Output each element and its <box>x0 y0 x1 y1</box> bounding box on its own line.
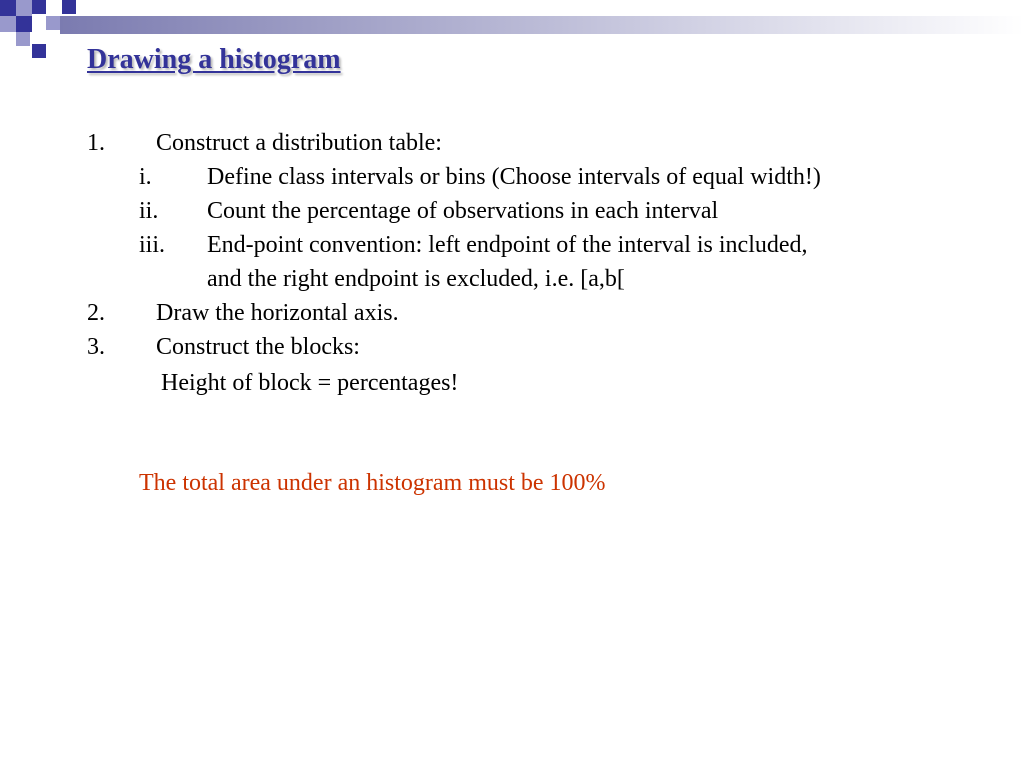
substep-iii-text: End-point convention: left endpoint of the interval is included, <box>207 232 808 258</box>
decor-square <box>62 0 76 14</box>
substep-number: i. <box>139 164 152 190</box>
decor-square <box>16 0 32 16</box>
decor-square <box>16 16 32 32</box>
substep-ii-text: Count the percentage of observations in each interval <box>207 198 719 224</box>
slide-title: Drawing a histogram <box>87 44 341 75</box>
header-decoration <box>0 0 1024 34</box>
step-2-text: Draw the horizontal axis. <box>156 300 399 326</box>
decor-square <box>46 16 60 30</box>
decor-square <box>0 16 16 32</box>
step-1-text: Construct a distribution table: <box>156 130 442 156</box>
step-1 <box>87 126 105 160</box>
step-number: 1. <box>87 130 105 156</box>
step-number: 2. <box>87 300 105 326</box>
substep-number: iii. <box>139 232 166 258</box>
decor-square <box>32 44 46 58</box>
step-number: 3. <box>87 334 105 360</box>
block-height-note: Height of block = percentages! <box>161 370 459 396</box>
header-gradient-bar <box>60 16 1024 34</box>
area-note: The total area under an histogram must be 100% <box>139 470 606 496</box>
substep-number: ii. <box>139 198 159 224</box>
decor-square <box>32 0 46 14</box>
decor-square <box>0 0 16 16</box>
substep-iii-continuation: and the right endpoint is excluded, i.e. [a,b[ <box>207 266 625 292</box>
decor-square <box>16 32 30 46</box>
substep-i-text: Define class intervals or bins (Choose intervals of equal width!) <box>207 164 821 190</box>
step-3-text: Construct the blocks: <box>156 334 360 360</box>
